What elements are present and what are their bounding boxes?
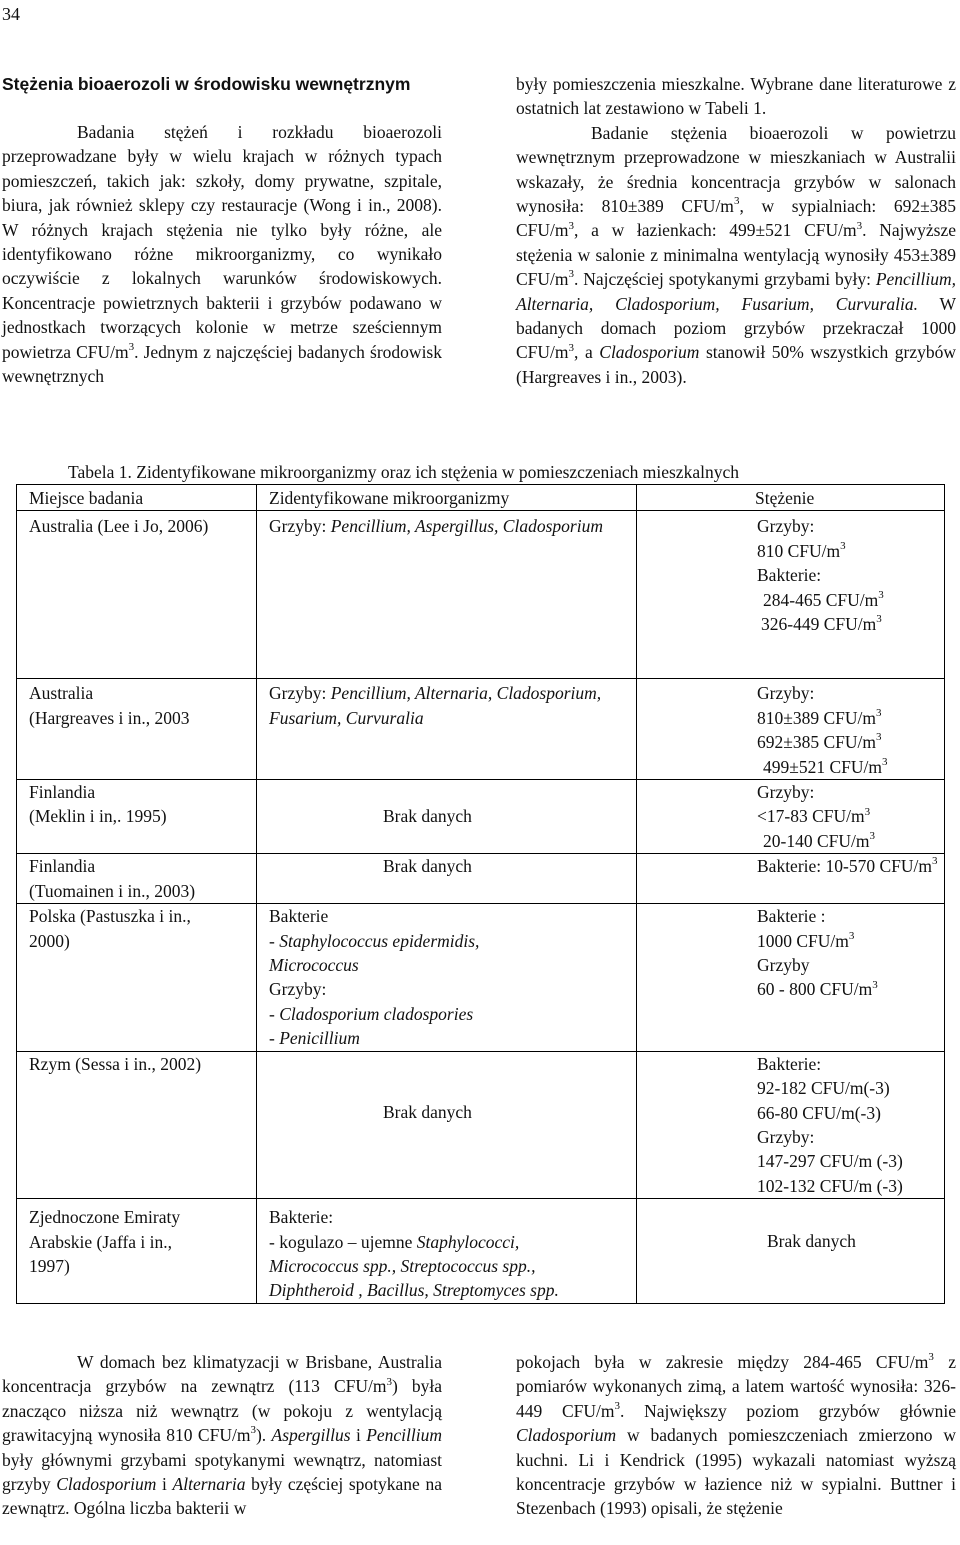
page-number: 34 <box>2 4 20 24</box>
header-concentration: Stężenie <box>637 485 945 511</box>
cell-place: Polska (Pastuszka i in., 2000) <box>17 904 257 1051</box>
table-row <box>17 1051 945 1198</box>
cell-concentration: Grzyby: 810 CFU/$m^3$ Bakterie: 284-465 CFU/$m^3$ 326-449 CFU/$m^3$ <box>637 511 945 679</box>
table-row <box>17 854 945 904</box>
table-row <box>17 511 945 679</box>
table-caption: Tabela 1. Zidentyfikowane mikroorganizmy oraz ich stężenia w pomieszczeniach mieszkalnych <box>68 462 739 482</box>
header-microorganisms: Zidentyfikowane mikroorganizmy <box>257 485 637 511</box>
cell-microorganisms: Bakterie - Staphylococcus epidermidis, Micrococcus Grzyby: - Cladosporium cladospories - Penicillium <box>257 904 637 1051</box>
paragraph-continuation: były pomieszczenia mieszkalne. Wybrane dane literaturowe z ostatnich lat zestawiono w Tabeli 1. <box>516 74 956 119</box>
right-column-bottom <box>516 1350 956 1521</box>
table-row <box>17 1199 945 1304</box>
paragraph-brisbane: W domach bez klimatyzacji w Brisbane, Australia koncentracja grzybów na zewnątrz (113 CFU/$m^3$) była znacząco niższa niż wewnątrz (w pokoju z wentylacją grawitacyjną wynosiła 810 CFU/$m^3$). Aspergillus i Pencillium były głównymi grzybami spotykanymi wewnątrz, natomiast grzyby Cladosporium i Alternaria były częściej spotykane na zewnątrz. Ogólna liczba bakterii w <box>2 1352 443 1519</box>
cell-concentration: Brak danych <box>637 1199 945 1304</box>
left-column-bottom <box>2 1350 442 1521</box>
cell-microorganisms: Brak danych <box>257 780 637 854</box>
table-header-row <box>17 485 945 511</box>
table-row <box>17 904 945 1051</box>
paragraph-rooms: pokojach była w zakresie między 284-465 CFU/$m^3$ z pomiarów wykonanych zimą, a latem wartość wynosiła: 326-449 CFU/$m^3$. Największy poziom grzybów głównie Cladosporium w badanych pomieszczeniach zmierzono w kuchni. Li i Kendrick (1995) wykazali natomiast wyższą koncentracje grzybów w łazience niż w sypialni. Buttner i Stezenbach (1993) opisali, że stężenie <box>516 1351 956 1519</box>
cell-concentration: Bakterie: 10-570 CFU/$m^3$ <box>637 854 945 904</box>
right-column-top <box>516 72 956 389</box>
section-heading: Stężenia bioaerozoli w środowisku wewnętrznym <box>2 74 411 94</box>
cell-microorganisms: Brak danych <box>257 854 637 904</box>
table-row <box>17 679 945 780</box>
cell-place: Finlandia (Meklin i in,. 1995) <box>17 780 257 854</box>
table-row <box>17 780 945 854</box>
cell-place: Australia (Hargreaves i in., 2003 <box>17 679 257 780</box>
cell-place: Zjednoczone Emiraty Arabskie (Jaffa i in., 1997) <box>17 1199 257 1304</box>
cell-microorganisms: Bakterie: - kogulazo – ujemne Staphylococci, Micrococcus spp., Streptococcus spp., Diphtheroid , Bacillus, Streptomyces spp. <box>257 1199 637 1304</box>
header-place: Miejsce badania <box>17 485 257 511</box>
cell-place: Australia (Lee i Jo, 2006) <box>17 511 257 679</box>
cell-microorganisms: Grzyby: Pencillium, Alternaria, Cladosporium, Fusarium, Curvuralia <box>257 679 637 780</box>
paragraph-australia: Badanie stężenia bioaerozoli w powietrzu wewnętrznym przeprowadzone w mieszkaniach w Australii wskazały, że średnia koncentracja grzybów w salonach wynosiła: 810±389 CFU/$m^3$, w sypialniach: 692±385 CFU/$m^3$, a w łazienkach: 499±521 CFU/$m^3$. Najwyższe stężenia w salonie z minimalna wentylacją wynosiły 453±389 CFU/$m^3$. Najczęściej spotykanymi grzybami były: Pencillium, Alternaria, Cladosporium, Fusarium, Curvuralia. W badanych domach poziom grzybów przekraczał 1000 CFU/$m^3$, a Cladosporium stanowił 50% wszystkich grzybów (Hargreaves i in., 2003). <box>516 122 956 387</box>
data-table <box>16 484 945 1304</box>
cell-place: Finlandia (Tuomainen i in., 2003) <box>17 854 257 904</box>
cell-concentration: Bakterie : 1000 CFU/$m^3$ Grzyby 60 - 800 CFU/$m^3$ <box>637 904 945 1051</box>
cell-microorganisms: Grzyby: Pencillium, Aspergillus, Cladosporium <box>257 511 637 679</box>
paragraph-intro: Badania stężeń i rozkładu bioaerozoli przeprowadzane były w wielu krajach w różnych typach pomieszczeń, takich jak: szkoły, domy prywatne, szpitale, biura, jak również sklepy czy restauracje (Wong i in., 2008). W różnych krajach stężenia nie tylko były różne, ale identyfikowano różne mikroorganizmy, co wynikało oczywiście z lokalnych warunków środowiskowych. Koncentracje powietrznych bakterii i grzybów podawano w jednostkach tworzących kolonie w metrze sześciennym powietrza CFU/$m^3$. Jednym z najczęściej badanych środowisk wewnętrznych <box>2 122 442 387</box>
cell-concentration: Bakterie: 92-182 CFU/m(-3) 66-80 CFU/m(-3) Grzyby: 147-297 CFU/m (-3) 102-132 CFU/m (-3) <box>637 1051 945 1198</box>
left-column-top <box>2 120 442 388</box>
cell-microorganisms: Brak danych <box>257 1051 637 1198</box>
cell-place: Rzym (Sessa i in., 2002) <box>17 1051 257 1198</box>
cell-concentration: Grzyby: 810±389 CFU/$m^3$ 692±385 CFU/$m^3$ 499±521 CFU/$m^3$ <box>637 679 945 780</box>
cell-concentration: Grzyby: <17-83 CFU/$m^3$ 20-140 CFU/$m^3$ <box>637 780 945 854</box>
